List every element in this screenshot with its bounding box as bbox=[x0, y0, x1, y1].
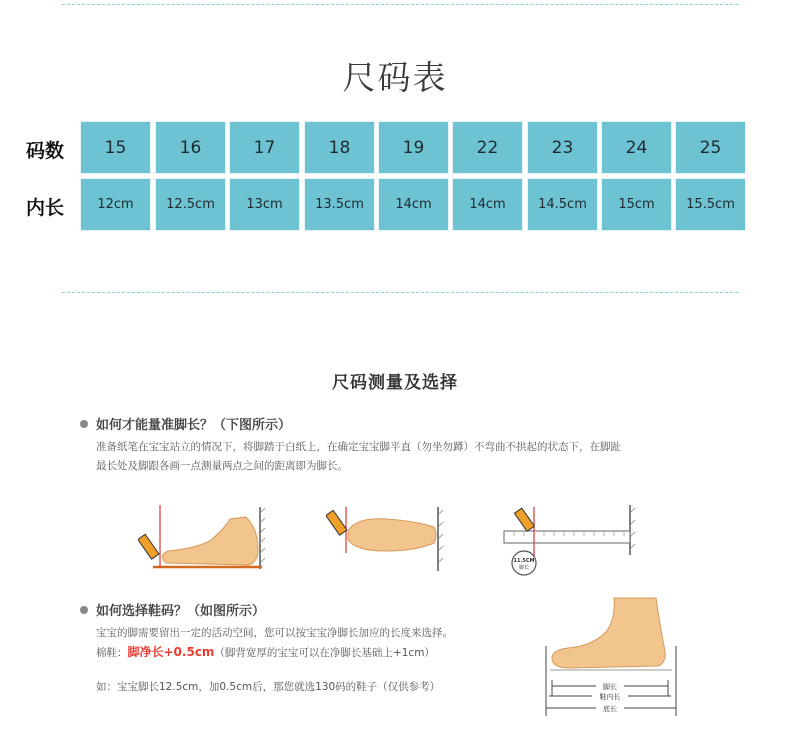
size-cell: 23 bbox=[527, 121, 598, 174]
measure-line-1: 准备纸笔在宝宝站立的情况下，将脚踏于白纸上，在确定宝宝脚平直（勿坐勿蹲）不弯曲不拱起的状态下，在脚趾 bbox=[96, 441, 621, 453]
bullet-icon bbox=[80, 606, 88, 614]
size-cell: 18 bbox=[304, 121, 375, 174]
select-question-text: 如何选择鞋码？（如图所示） bbox=[96, 604, 266, 619]
ruler-illustration bbox=[500, 505, 640, 577]
select-line-2 bbox=[96, 643, 453, 663]
length-cell: 12.5cm bbox=[155, 178, 226, 231]
length-row-label: 内长 bbox=[26, 197, 65, 219]
shoe-type-label: 棉鞋： bbox=[96, 647, 128, 659]
select-question bbox=[80, 600, 265, 619]
size-cell: 22 bbox=[452, 121, 523, 174]
measure-question bbox=[80, 414, 291, 433]
length-cell: 15cm bbox=[601, 178, 672, 231]
measure-instructions bbox=[96, 438, 621, 476]
foot-side-illustration bbox=[138, 505, 268, 575]
ruler-reading-label: 脚长 bbox=[518, 565, 530, 571]
size-formula: 脚净长+0.5cm bbox=[127, 645, 215, 659]
length-cell: 14cm bbox=[378, 178, 449, 231]
length-cell: 13.5cm bbox=[304, 178, 375, 231]
top-divider bbox=[62, 4, 738, 5]
size-formula-note: （脚背宽厚的宝宝可以在净脚长基础上+1cm） bbox=[214, 647, 435, 659]
foot-top-illustration bbox=[326, 505, 451, 575]
length-cell: 14.5cm bbox=[527, 178, 598, 231]
measure-question-text: 如何才能量准脚长？（下图所示） bbox=[96, 418, 292, 433]
size-cell: 16 bbox=[155, 121, 226, 174]
middle-divider bbox=[62, 292, 738, 293]
select-instructions bbox=[96, 624, 453, 663]
measure-line-2: 最长处及脚跟各画一点测量两点之间的距离即为脚长。 bbox=[96, 460, 348, 472]
length-cell: 12cm bbox=[80, 178, 151, 231]
size-row-label: 码数 bbox=[26, 140, 65, 162]
ruler-reading: 11.5CM bbox=[513, 558, 535, 564]
section-title: 尺码测量及选择 bbox=[332, 373, 458, 393]
size-cell: 19 bbox=[378, 121, 449, 174]
length-cell: 15.5cm bbox=[675, 178, 746, 231]
size-cell: 15 bbox=[80, 121, 151, 174]
length-cell: 13cm bbox=[229, 178, 300, 231]
size-cell: 17 bbox=[229, 121, 300, 174]
shoe-length-diagram bbox=[540, 596, 690, 720]
length-cell: 14cm bbox=[452, 178, 523, 231]
bullet-icon bbox=[80, 420, 88, 428]
size-cell: 24 bbox=[601, 121, 672, 174]
select-example: 如：宝宝脚长12.5cm，加0.5cm后，那您就选130码的鞋子（仅供参考） bbox=[96, 681, 441, 693]
page-title: 尺码表 bbox=[342, 58, 448, 97]
sole-length-label: 底长 bbox=[603, 705, 617, 713]
size-cell: 25 bbox=[675, 121, 746, 174]
foot-length-label: 脚长 bbox=[603, 683, 617, 691]
shoe-inner-length-label: 鞋内长 bbox=[599, 693, 621, 701]
select-line-1: 宝宝的脚需要留出一定的活动空间，您可以按宝宝净脚长加应的长度来选择。 bbox=[96, 627, 453, 639]
